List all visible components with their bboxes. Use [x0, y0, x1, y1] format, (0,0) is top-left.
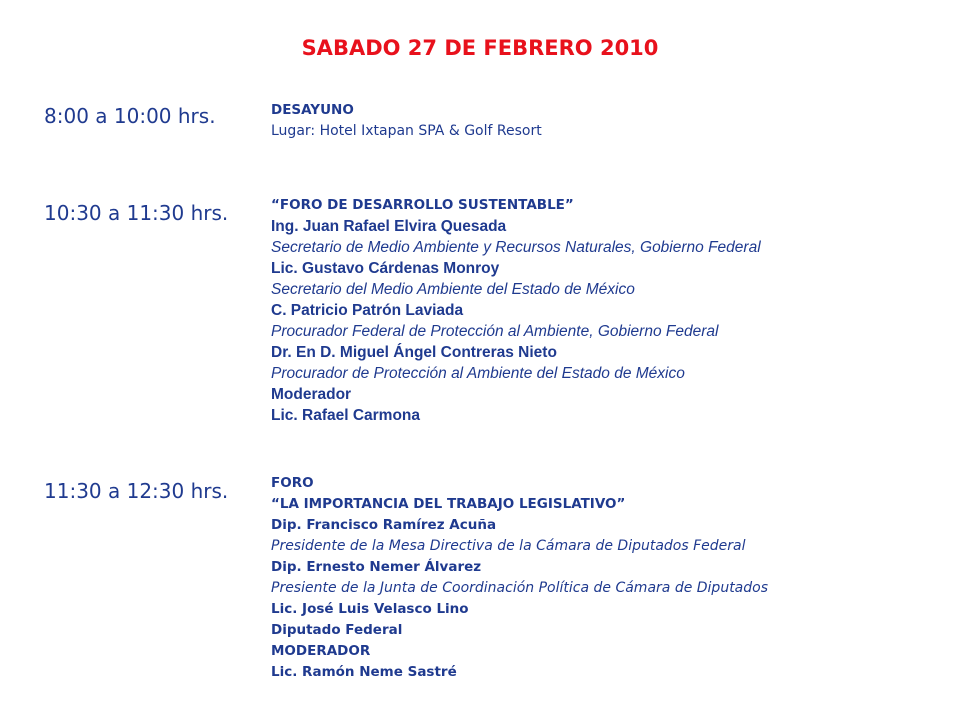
session-time: 8:00 a 10:00 hrs. — [44, 104, 216, 128]
speaker-name: Lic. Gustavo Cárdenas Monroy — [271, 260, 500, 277]
session-time: 11:30 a 12:30 hrs. — [44, 479, 229, 503]
session-details — [271, 195, 761, 426]
speaker-name: C. Patricio Patrón Laviada — [271, 302, 464, 319]
speaker-role: Procurador Federal de Protección al Ambiente, Gobierno Federal — [271, 323, 719, 340]
page-title: SABADO 27 DE FEBRERO 2010 — [301, 36, 659, 60]
speaker-role: Secretario de Medio Ambiente y Recursos Naturales, Gobierno Federal — [271, 239, 761, 256]
moderator-label: MODERADOR — [271, 643, 371, 659]
session-details — [271, 473, 768, 683]
speaker-name: Lic. José Luis Velasco Lino — [271, 601, 469, 617]
speaker-role: Secretario del Medio Ambiente del Estado de México — [271, 281, 635, 298]
speaker-name: Dip. Ernesto Nemer Álvarez — [271, 559, 482, 575]
moderator-name: Lic. Ramón Neme Sastré — [271, 664, 457, 680]
session-title: FORO — [271, 475, 314, 491]
speaker-role: Procurador de Protección al Ambiente del Estado de México — [271, 365, 685, 382]
session-subtitle: “LA IMPORTANCIA DEL TRABAJO LEGISLATIVO” — [271, 496, 626, 512]
moderator-label: Moderador — [271, 386, 352, 403]
session-time: 10:30 a 11:30 hrs. — [44, 201, 229, 225]
session-title: “FORO DE DESARROLLO SUSTENTABLE” — [271, 197, 574, 213]
session-title: DESAYUNO — [271, 102, 354, 118]
speaker-role: Presiente de la Junta de Coordinación Política de Cámara de Diputados — [271, 580, 769, 596]
speaker-name: Dip. Francisco Ramírez Acuña — [271, 517, 497, 533]
speaker-name: Ing. Juan Rafael Elvira Quesada — [271, 218, 507, 235]
speaker-role: Presidente de la Mesa Directiva de la Cámara de Diputados Federal — [271, 538, 746, 554]
speaker-name: Dr. En D. Miguel Ángel Contreras Nieto — [271, 344, 557, 361]
moderator-name: Lic. Rafael Carmona — [271, 407, 421, 424]
session-location: Lugar: Hotel Ixtapan SPA & Golf Resort — [271, 123, 542, 139]
session-details — [271, 100, 542, 142]
speaker-role: Diputado Federal — [271, 622, 403, 638]
